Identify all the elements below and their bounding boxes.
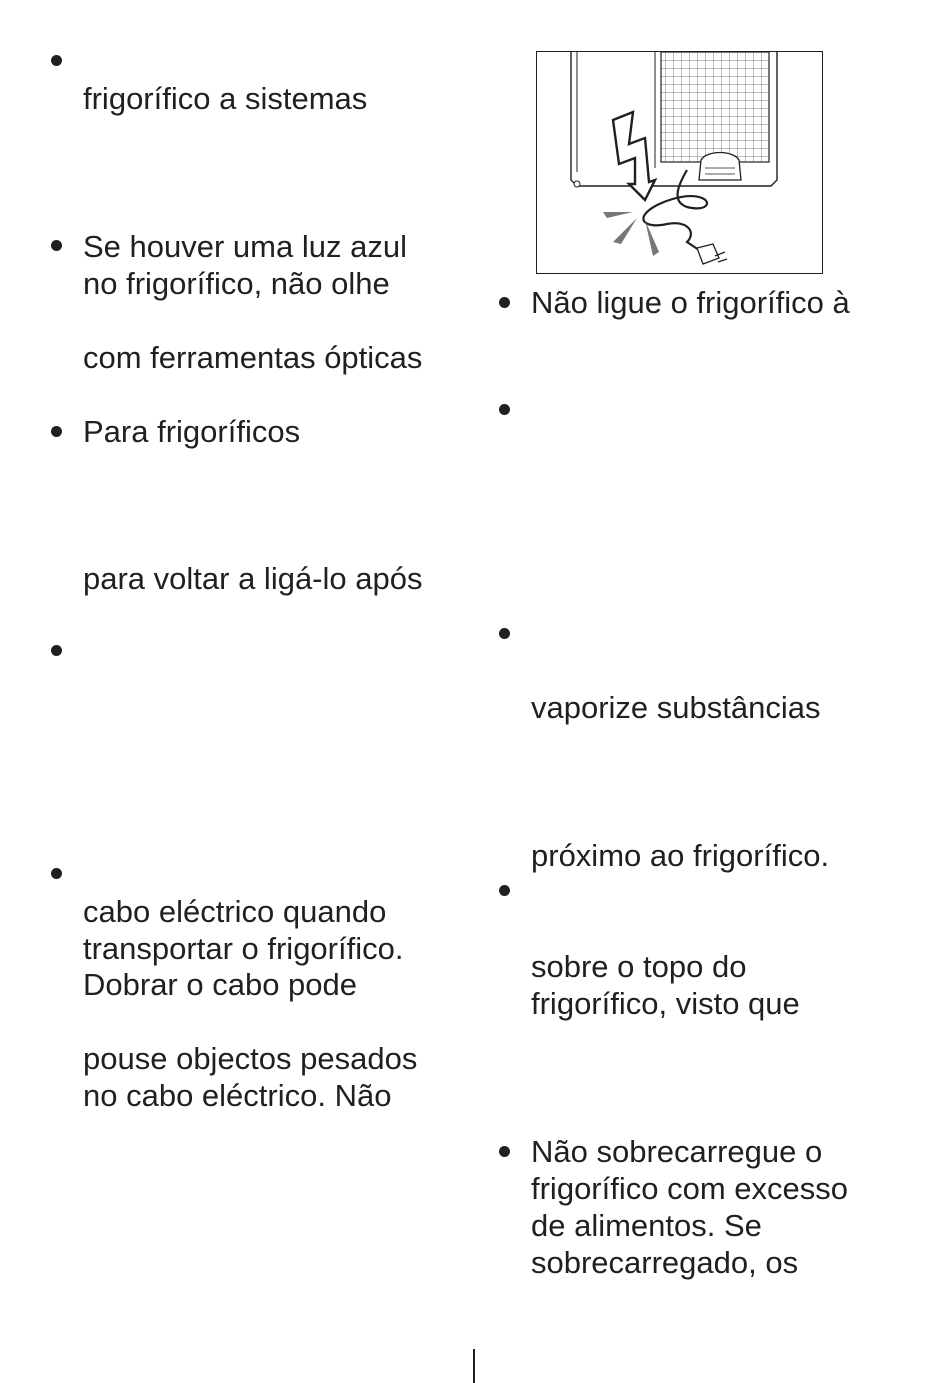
- left-b2-line-1: Se houver uma luz azul: [83, 229, 407, 264]
- right-b4-line-1: sobre o topo do: [531, 949, 747, 984]
- left-b5-line-3: Dobrar o cabo pode: [83, 967, 358, 1002]
- left-b2-line-2: no frigorífico, não olhe: [83, 266, 390, 301]
- left-b2-line-3: com ferramentas ópticas: [83, 340, 423, 375]
- left-b3-line-1: Para frigoríficos: [83, 414, 301, 449]
- left-b3-line-2: para voltar a ligá-lo após: [83, 561, 423, 596]
- bullet-marker: [499, 404, 510, 415]
- refrigerator-cable-illustration: [536, 51, 823, 274]
- right-b5-line-4: sobrecarregado, os: [531, 1245, 799, 1280]
- bullet-marker: [51, 55, 62, 66]
- right-b3-line-1: vaporize substâncias: [531, 690, 821, 725]
- left-b1-line-1: frigorífico a sistemas: [83, 81, 368, 116]
- refrigerator-power-cable-warning-icon: [537, 52, 821, 272]
- right-b1-line-1: Não ligue o frigorífico à: [531, 285, 850, 320]
- bullet-marker: [51, 645, 62, 656]
- right-b5-line-2: frigorífico com excesso: [531, 1171, 848, 1206]
- bullet-marker: [499, 297, 510, 308]
- left-b5-line-1: cabo eléctrico quando: [83, 894, 387, 929]
- left-b5-line-5: no cabo eléctrico. Não: [83, 1078, 392, 1113]
- bullet-marker: [51, 240, 62, 251]
- bullet-marker: [499, 1146, 510, 1157]
- right-b5-line-3: de alimentos. Se: [531, 1208, 762, 1243]
- bullet-marker: [51, 426, 62, 437]
- left-b5-line-2: transportar o frigorífico.: [83, 931, 404, 966]
- bullet-marker: [499, 885, 510, 896]
- left-b5-line-4: pouse objectos pesados: [83, 1041, 418, 1076]
- bullet-marker: [51, 868, 62, 879]
- right-b5-line-1: Não sobrecarregue o: [531, 1134, 823, 1169]
- right-b3-line-2: próximo ao frigorífico.: [531, 838, 830, 873]
- page-divider: [473, 1349, 475, 1383]
- bullet-marker: [499, 628, 510, 639]
- right-b4-line-2: frigorífico, visto que: [531, 986, 800, 1021]
